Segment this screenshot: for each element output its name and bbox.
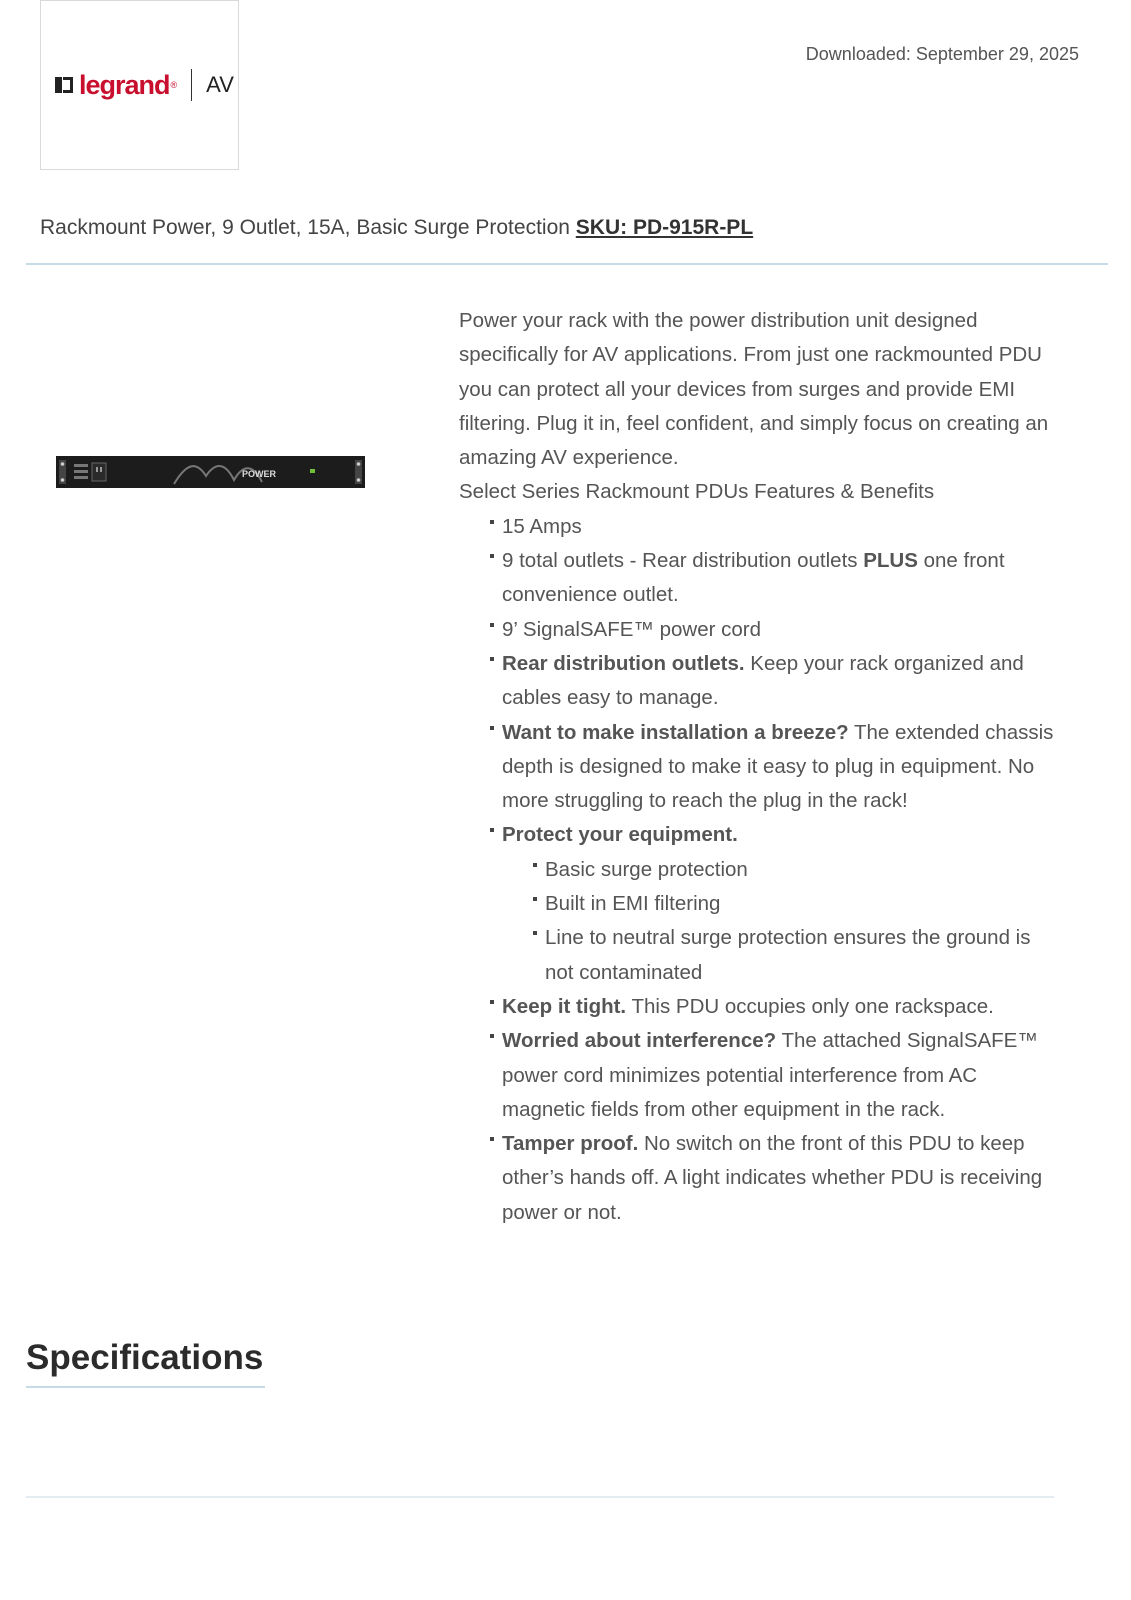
- specifications-underline: [26, 1386, 265, 1388]
- product-image: [56, 456, 365, 488]
- feature-item: 9 total outlets - Rear distribution outlets PLUS one front convenience outlet.: [502, 544, 1059, 613]
- header-divider: [26, 263, 1108, 265]
- protect-subitem: Line to neutral surge protection ensures the ground is not contaminated: [545, 921, 1059, 990]
- product-title: Rackmount Power, 9 Outlet, 15A, Basic Surge Protection: [40, 216, 570, 239]
- specifications-heading: Specifications: [26, 1338, 264, 1377]
- feature-item: Keep it tight. This PDU occupies only one rackspace.: [502, 990, 1059, 1024]
- feature-item: Protect your equipment. Basic surge protection Built in EMI filtering Line to neutral surge protection ensures the ground is not contaminated: [502, 818, 1059, 989]
- feature-item: Rear distribution outlets. Keep your rack organized and cables easy to manage.: [502, 647, 1059, 716]
- product-sku-link[interactable]: SKU: PD-915R-PL: [575, 216, 754, 239]
- brand-suffix: AV: [206, 72, 234, 97]
- legrand-mark-icon: [55, 75, 75, 95]
- brand-name: legrand: [79, 69, 170, 100]
- brand-registered: ®: [170, 80, 178, 90]
- downloaded-date: Downloaded: September 29, 2025: [805, 44, 1079, 64]
- features-heading: Select Series Rackmount PDUs Features & Benefits: [459, 480, 935, 504]
- protect-subitem: Basic surge protection: [545, 853, 1059, 887]
- product-description: [459, 304, 1059, 1230]
- protect-subitem: Built in EMI filtering: [545, 887, 1059, 921]
- feature-item: 9’ SignalSAFE™ power cord: [502, 613, 1059, 647]
- feature-list: [459, 510, 1059, 1230]
- product-image-label: POWER: [242, 469, 277, 479]
- feature-item: Worried about interference? The attached SignalSAFE™ power cord minimizes potential interference from AC magnetic fields from other equipment in the rack.: [502, 1024, 1059, 1127]
- feature-item: Tamper proof. No switch on the front of this PDU to keep other’s hands off. A light indicates whether PDU is receiving power or not.: [502, 1127, 1059, 1230]
- brand-logo-box: [40, 0, 239, 170]
- section-divider: [26, 1496, 1054, 1498]
- logo-divider: [191, 69, 192, 101]
- product-title-line: [40, 216, 753, 240]
- description-intro: Power your rack with the power distribution unit designed specifically for AV applications. From just one rackmounted PDU you can protect all your devices from surges and provide EMI filtering. Plug it in, feel confident, and simply focus on creating an amazing AV experience.: [459, 309, 1049, 470]
- protect-sublist: [502, 853, 1059, 990]
- feature-item: 15 Amps: [502, 510, 1059, 544]
- feature-item: Want to make installation a breeze? The extended chassis depth is designed to make it easy to plug in equipment. No more struggling to reach the plug in the rack!: [502, 716, 1059, 819]
- brand-logo: [55, 69, 234, 101]
